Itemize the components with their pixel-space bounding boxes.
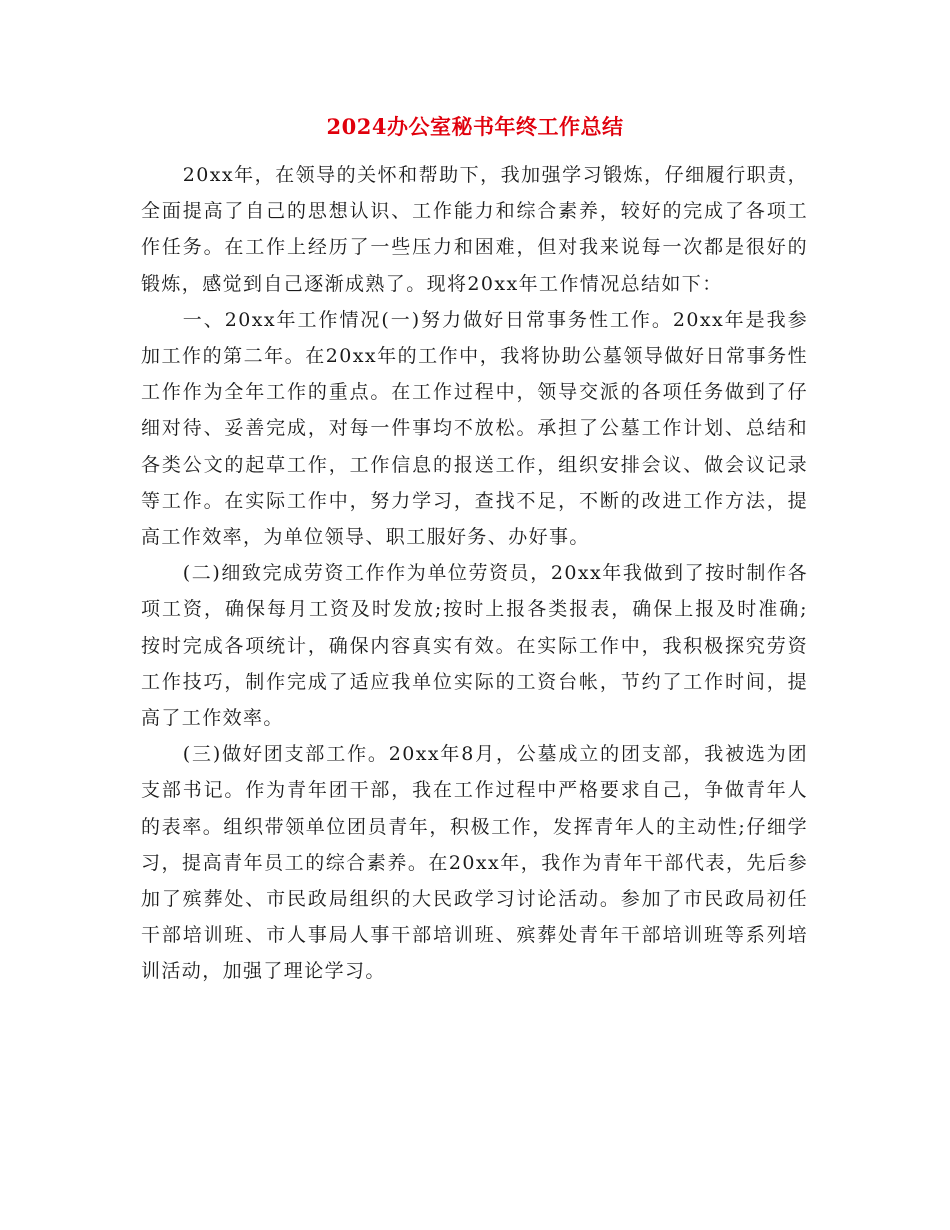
paragraph-intro: 20xx年，在领导的关怀和帮助下，我加强学习锻炼，仔细履行职责，全面提高了自己的思想认识、工作能力和综合素养，较好的完成了各项工作任务。在工作上经历了一些压力和困难，但对我来说每一次都是很好的锻炼，感觉到自己逐渐成熟了。现将20xx年工作情况总结如下：: [141, 164, 808, 295]
paragraph-section-1: 一、20xx年工作情况(一)努力做好日常事务性工作。20xx年是我参加工作的第二年。在20xx年的工作中，我将协助公墓领导做好日常事务性工作作为全年工作的重点。在工作过程中，领导交派的各项任务做到了仔细对待、妥善完成，对每一件事均不放松。承担了公墓工作计划、总结和各类公文的起草工作，工作信息的报送工作，组织安排会议、做会议记录等工作。在实际工作中，努力学习，查找不足，不断的改进工作方法，提高工作效率，为单位领导、职工服好务、办好事。: [141, 308, 808, 549]
paragraph-section-3: (三)做好团支部工作。20xx年8月，公墓成立的团支部，我被选为团支部书记。作为青年团干部，我在工作过程中严格要求自己，争做青年人的表率。组织带领单位团员青年，积极工作，发挥青年人的主动性;仔细学习，提高青年员工的综合素养。在20xx年，我作为青年干部代表，先后参加了殡葬处、市民政局组织的大民政学习讨论活动。参加了市民政局初任干部培训班、市人事局人事干部培训班、殡葬处青年干部培训班等系列培训活动，加强了理论学习。: [141, 743, 808, 983]
document-title: 2024办公室秘书年终工作总结: [326, 114, 624, 139]
document-body: [141, 157, 808, 990]
paragraph-section-2: (二)细致完成劳资工作作为单位劳资员，20xx年我做到了按时制作各项工资，确保每月工资及时发放;按时上报各类报表，确保上报及时准确;按时完成各项统计，确保内容真实有效。在实际工作中，我积极探究劳资工作技巧，制作完成了适应我单位实际的工资台帐，节约了工作时间，提高了工作效率。: [141, 562, 808, 730]
